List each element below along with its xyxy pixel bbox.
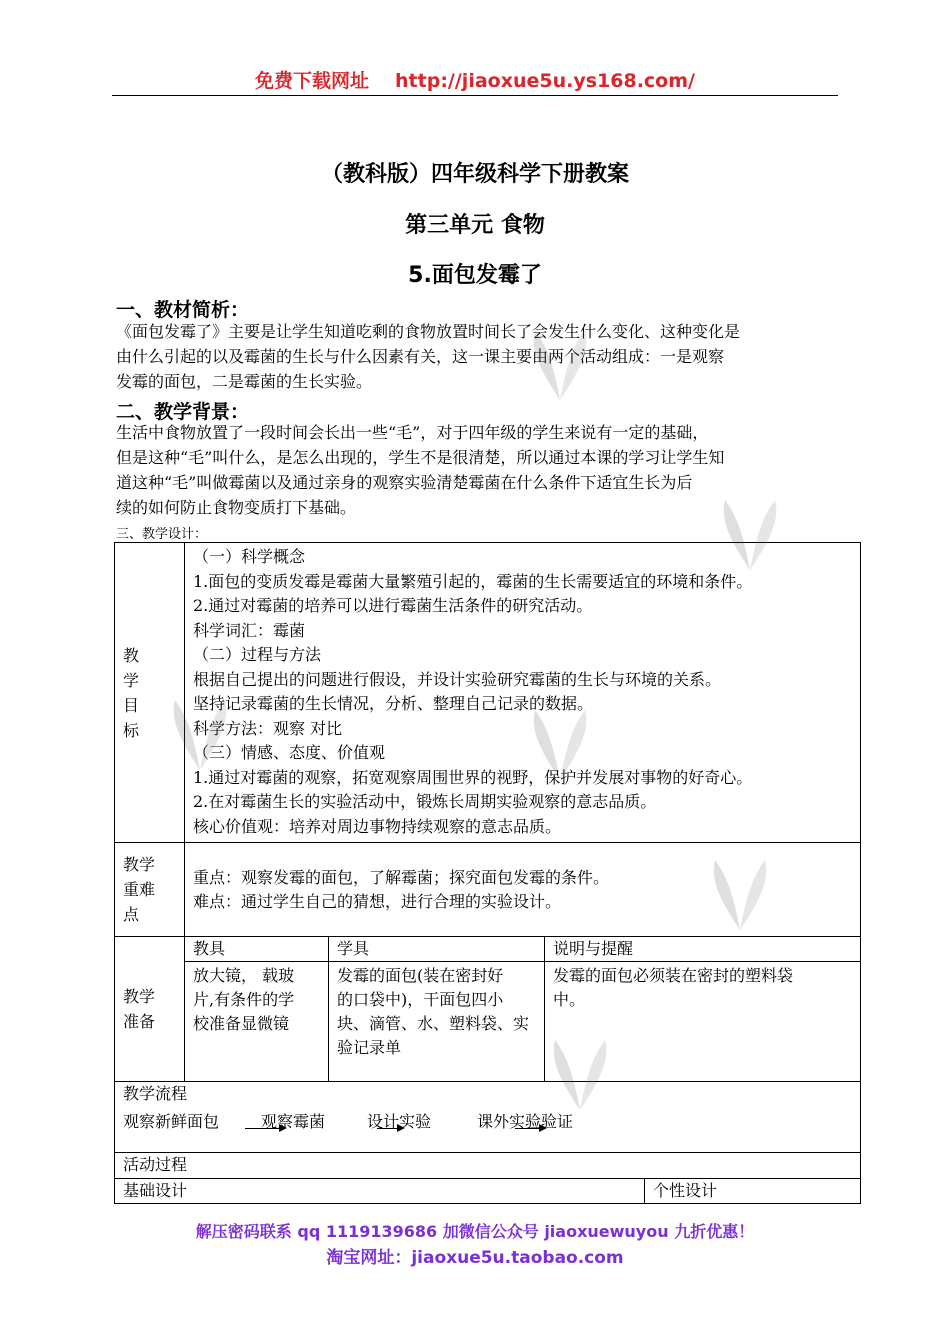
goal-line: 坚持记录霉菌的生长情况，分析、整理自己记录的数据。 [193, 694, 594, 713]
section-design-heading: 三、教学设计： [116, 527, 208, 542]
tool-line: 校准备显微镜 [193, 1014, 290, 1033]
personal-design-label: 个性设计 [645, 1178, 861, 1203]
label-part: 重难 [123, 880, 156, 899]
activity-row [115, 1152, 861, 1178]
text-line: 续的如何防止食物变质打下基础。 [116, 498, 357, 517]
tool-line: 块、滴管、水、塑料袋、实 [337, 1014, 530, 1033]
goal-line: 根据自己提出的问题进行假设，并设计实验研究霉菌的生长与环境的关系。 [193, 669, 722, 689]
text-line: 由什么引起的以及霉菌的生长与什么因素有关，这一课主要由两个活动组成：一是观察 [116, 347, 725, 366]
arrow-right-icon [515, 1128, 545, 1129]
goal-line: 2.通过对霉菌的培养可以进行霉菌生活条件的研究活动。 [193, 596, 593, 615]
label-part: 教学 [123, 987, 156, 1006]
flow-step: 观察霉菌 [261, 1111, 326, 1131]
goal-line: 科学词汇：霉菌 [193, 620, 306, 640]
unit-title: 第三单元 食物 [405, 213, 545, 238]
header-url[interactable]: http://jiaoxue5u.ys168.com/ [395, 70, 695, 92]
flow-label: 教学流程 [115, 1082, 861, 1108]
arrow-right-icon [377, 1128, 403, 1129]
basic-design-label: 基础设计 [115, 1178, 645, 1203]
flow-step: 课外实验验证 [477, 1111, 574, 1131]
flow-step: 设计实验 [367, 1111, 432, 1131]
goal-line: 2.在对霉菌生长的实验活动中，锻炼长周期实验观察的意志品质。 [193, 792, 657, 811]
goal-line: （一）科学概念 [193, 547, 306, 566]
goals-label [115, 543, 185, 843]
difficulty-label [115, 843, 185, 937]
label-part: 准备 [123, 1012, 156, 1031]
tool-line: 发霉的面包(装在密封好 [337, 966, 504, 985]
section-analysis-text [116, 319, 841, 394]
label-char: 标 [123, 720, 140, 740]
tool-line: 的口袋中)，干面包四小 [337, 990, 504, 1009]
difficulty-line: 重点：观察发霉的面包，了解霉菌；探究面包发霉的条件。 [193, 867, 610, 887]
label-char: 教 [123, 645, 140, 665]
goal-line: 科学方法：观察 对比 [193, 718, 343, 738]
goal-line: （三）情感、态度、价值观 [193, 743, 386, 762]
activity-label: 活动过程 [115, 1152, 861, 1178]
difficulty-row [115, 843, 861, 937]
text-line: 《面包发霉了》主要是让学生知道吃剩的食物放置时间长了会发生什么变化、这种变化是 [116, 322, 741, 341]
goal-line: 1.面包的变质发霉是霉菌大量繁殖引起的，霉菌的生长需要适宜的环境和条件。 [193, 571, 753, 591]
section-background-text [116, 420, 841, 520]
difficulty-content [185, 843, 861, 937]
footer-contact: 解压密码联系 qq 1119139686 加微信公众号 jiaoxuewuyou 九折优惠！ [195, 1222, 755, 1241]
goal-line: （二）过程与方法 [193, 645, 322, 664]
difficulty-line: 难点：通过学生自己的猜想，进行合理的实验设计。 [193, 891, 562, 911]
header-label: 免费下载网址 [255, 70, 370, 92]
lesson-plan-table [114, 542, 861, 1204]
label-part: 教学 [123, 855, 156, 874]
tool-line: 放大镜， 载玻 [193, 966, 295, 985]
header-download-link[interactable] [0, 66, 950, 93]
prep-notes [545, 962, 861, 1082]
prep-header-teacher: 教具 [185, 937, 329, 962]
goals-content [185, 543, 861, 843]
prep-header-notes: 说明与提醒 [545, 937, 861, 962]
goals-row [115, 543, 861, 843]
note-line: 发霉的面包必须装在密封的塑料袋 [553, 966, 794, 985]
text-line: 生活中食物放置了一段时间会长出一些“毛”，对于四年级的学生来说有一定的基础， [116, 423, 709, 442]
section-background-heading: 二、教学背景： [116, 401, 250, 423]
prep-header-student: 学具 [329, 937, 545, 962]
label-part: 点 [123, 905, 140, 924]
goal-line: 核心价值观：培养对周边事物持续观察的意志品质。 [193, 816, 562, 836]
label-char: 学 [123, 670, 140, 690]
flow-label-row [115, 1082, 861, 1108]
prep-student-tools [329, 962, 545, 1082]
goal-line: 1.通过对霉菌的观察，拓宽观察周围世界的视野，保护并发展对事物的好奇心。 [193, 767, 753, 787]
section-analysis-heading: 一、教材简析： [116, 299, 250, 321]
prep-content-row [115, 962, 861, 1082]
note-line: 中。 [553, 990, 586, 1009]
flow-steps [115, 1108, 861, 1153]
text-line: 但是这种“毛”叫什么，是怎么出现的，学生不是很清楚，所以通过本课的学习让学生知 [116, 448, 725, 467]
design-row [115, 1178, 861, 1203]
footer-taobao-link[interactable]: 淘宝网址：jiaoxue5u.taobao.com [326, 1248, 624, 1268]
header-divider [112, 95, 838, 96]
prep-label [115, 937, 185, 1082]
tool-line: 验记录单 [337, 1038, 402, 1057]
text-line: 发霉的面包，二是霉菌的生长实验。 [116, 372, 373, 391]
prep-header-row [115, 937, 861, 962]
label-char: 目 [123, 695, 140, 715]
flow-steps-row [115, 1108, 861, 1153]
lesson-title: 5.面包发霉了 [408, 263, 542, 288]
tool-line: 片,有条件的学 [193, 990, 295, 1009]
prep-teacher-tools [185, 962, 329, 1082]
flow-step: 观察新鲜面包 [123, 1111, 220, 1131]
text-line: 道这种“毛”叫做霉菌以及通过亲身的观察实验清楚霉菌在什么条件下适宜生长为后 [116, 473, 693, 492]
document-title: （教科版）四年级科学下册教案 [320, 162, 629, 187]
